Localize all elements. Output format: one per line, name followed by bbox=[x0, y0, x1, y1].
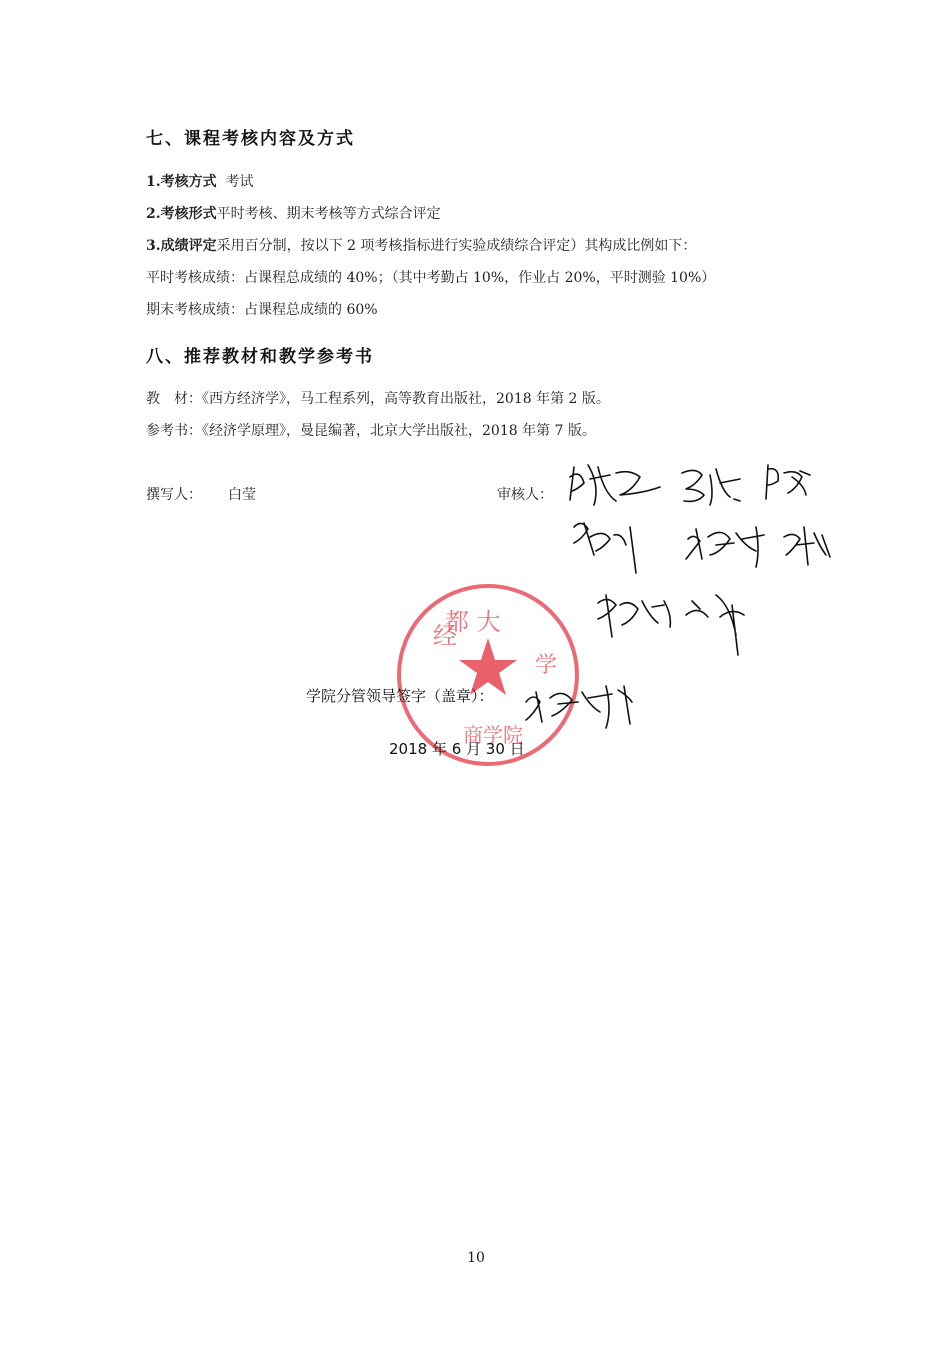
assessment-form-label: 2.考核形式 bbox=[146, 206, 217, 222]
grading-line bbox=[146, 235, 696, 255]
signature-3 bbox=[766, 465, 810, 499]
regular-assessment-line: 平时考核成绩：占课程总成绩的 40%；（其中考勤占 10%，作业占 20%，平时测验 10%） bbox=[146, 270, 716, 286]
assessment-method-line bbox=[146, 171, 254, 191]
signature-7 bbox=[598, 595, 670, 637]
assessment-method-label: 1.考核方式 bbox=[146, 174, 217, 190]
writer-label: 撰写人： bbox=[146, 487, 202, 503]
writer-name: 白莹 bbox=[228, 487, 256, 503]
approval-label: 学院分管领导签字（盖章）： bbox=[306, 687, 494, 705]
assessment-form-line bbox=[146, 203, 441, 223]
grading-label: 3.成绩评定 bbox=[146, 238, 217, 254]
reviewer-signatures bbox=[560, 455, 850, 665]
approval-signature bbox=[520, 672, 650, 732]
signature-5 bbox=[686, 527, 764, 567]
seal-top-text: 都 大 bbox=[445, 608, 501, 636]
seal-bottom-text: 商学院 bbox=[463, 723, 523, 747]
section-7-title: 七、课程考核内容及方式 bbox=[146, 129, 355, 149]
signature-8 bbox=[686, 595, 744, 655]
reference-book-line: 参考书：《经济学原理》，曼昆编著，北京大学出版社，2018 年第 7 版。 bbox=[146, 423, 596, 439]
assessment-form-value: 平时考核、期末考核等方式综合评定 bbox=[216, 206, 441, 222]
svg-text:经: 经 bbox=[433, 622, 457, 650]
approval-date: 2018 年 6 月 30 日 bbox=[389, 740, 525, 758]
final-exam-line: 期末考核成绩：占课程总成绩的 60% bbox=[146, 302, 378, 318]
grading-value: 采用百分制，按以下 2 项考核指标进行实验成绩综合评定）其构成比例如下： bbox=[216, 238, 697, 254]
textbook-line: 教 材：《西方经济学》，马工程系列，高等教育出版社，2018 年第 2 版。 bbox=[146, 391, 610, 407]
svg-text:学: 学 bbox=[535, 653, 558, 678]
assessment-method-value: 考试 bbox=[216, 174, 254, 190]
section-8-title: 八、推荐教材和教学参考书 bbox=[146, 347, 374, 367]
signature-6 bbox=[784, 527, 830, 565]
signature-4 bbox=[574, 523, 636, 573]
signature-1 bbox=[570, 465, 660, 505]
reviewer-label: 审核人： bbox=[497, 487, 553, 503]
page-number: 10 bbox=[467, 1250, 485, 1266]
signature-2 bbox=[682, 469, 740, 505]
